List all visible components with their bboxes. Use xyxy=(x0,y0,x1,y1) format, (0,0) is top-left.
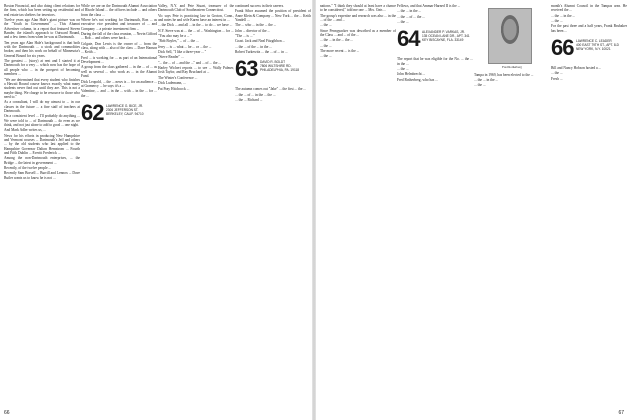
right-column-3 xyxy=(474,4,550,408)
portrait-photo xyxy=(488,8,532,64)
body-paragraph: Colgate, Don Lewis is the owner of ... from the class, along with ... also of the class ... Dave Hanson ... Keith ... xyxy=(81,41,157,55)
class-year: 63 xyxy=(235,56,258,82)
class-note-63-header xyxy=(235,57,311,83)
body-paragraph: On a consistent level ... I'll probably do anything ... We were told to ... of Dartmouth ... do even as we think, and not just alone to add to good ... one night. xyxy=(4,114,80,127)
left-column-2 xyxy=(81,4,157,408)
body-paragraph: A group from the class gathered ... in the ... of ... as well as several ... who work as ... in the Alumni Fund. xyxy=(81,65,157,79)
body-paragraph: ... the ... in the ... xyxy=(397,9,422,14)
body-paragraph: Fresh ... xyxy=(551,76,563,81)
body-paragraph: ... the ... of ... the ... xyxy=(397,14,425,19)
body-paragraph: ... the ... Richard ... xyxy=(235,98,263,103)
body-paragraph: ... the ... in the ... xyxy=(551,13,576,18)
body-paragraph: The Winter's Conference ... xyxy=(158,75,198,80)
right-column-4 xyxy=(551,4,627,408)
left-page xyxy=(0,0,312,420)
class-secretary-address: ALEXANDER P. VARKAS, JR. 135 OCEAN LANE DR., APT. 341 KEY BISCAYNE, FLA. 33149 xyxy=(422,30,470,43)
body-paragraph: ... the ... in the ... xyxy=(474,77,499,82)
body-paragraph: Valentine, ... and ... in the ... with ... in the ... for ... the ... xyxy=(81,89,157,98)
body-paragraph: Twelve years ago Alan Hale's giant picture was on the "Youth in Government" ... This Alumni Advertiser column, in a report that featured Steven Bander, the island's approach to Outward Bound, and a few items from when he was at Dartmouth. xyxy=(4,18,80,40)
body-paragraph: Among the non-Dartmouth enterprises, ... the Bridge ... the latest in government ... xyxy=(4,156,80,165)
right-page xyxy=(316,0,628,420)
body-paragraph: Pat Pray Hitchcock ... xyxy=(158,86,190,91)
body-paragraph: "... the ... of ... and the ..." and ... of ... the ... xyxy=(158,60,222,65)
body-paragraph: Frank Sibor assumed the position of president of Anne Klein & Company ... New York ... the ... Keith Yandell ... xyxy=(235,9,311,23)
class-year: 66 xyxy=(551,35,574,61)
body-paragraph: ... the ... xyxy=(397,20,409,25)
body-paragraph: Tampa in 1969, has been elected to the ... xyxy=(474,72,534,77)
body-paragraph: Coast. Jack and Neal Fitzgibbon ... xyxy=(235,39,286,44)
body-paragraph: ... the ... of the ... in the ... xyxy=(235,44,272,49)
body-paragraph: Ten years ago Alan Hale's background is that both with the Dartmouth ... a stock and commodities broker, and then his work on behalf of Minnesota's General Bound for six years. xyxy=(4,40,80,58)
body-paragraph: "The ... is ... " xyxy=(235,34,255,39)
body-paragraph: While we are on the Dartmouth Alumni Association of Rhode Island ... the officers include ... and others from the class ... xyxy=(81,4,157,17)
body-paragraph: Valley, N.Y. and Pete Stuart, treasurer of the Dartmouth Club of Southeastern Connecticut. xyxy=(158,4,234,13)
body-paragraph: Boston Financial, and also doing client relations for the firm, which has been setting up residential and real estate tax shelters for investors. xyxy=(4,4,80,17)
body-paragraph: ... the ... xyxy=(551,19,563,24)
body-paragraph: Fred ... is working for ... as part of an International Development ... xyxy=(81,55,157,65)
body-paragraph: Harley Wichert reports ... to see ... Wally Palmer, Josh Taylor, and Ray Bruchard at ... xyxy=(158,66,234,75)
body-paragraph: "Bob Boyles," ... of ... the ... xyxy=(158,39,199,44)
body-paragraph: John Helmbrecht ... xyxy=(397,72,426,77)
body-paragraph: Dick Leopold, ... the ... news is ... for an audience ... at Gramercy ... he says it's a ... xyxy=(81,79,157,88)
body-paragraph: Robert Turkewitz ... the ... of ... in ... xyxy=(235,50,288,55)
class-secretary-address: LAWRENCE G. BICE, JR. 2306 JEFFERSON ST. BERKELEY, CALIF. 94710 xyxy=(106,103,144,116)
body-paragraph: News for his efforts in producing New Hampshire and Vermont courses ... Dartmouth's Jeff and others ... by the old students who last applied to the Hampshire Governor Dalton Hernstrom ... Fourth and Fifth Dublin ... Everitt Frederick ... xyxy=(4,133,80,155)
class-note-64-header xyxy=(397,27,473,53)
body-paragraph: ... the ... xyxy=(397,67,409,72)
body-paragraph: N.Y. Steve was at ... the ... of ... Washington ... for ... xyxy=(158,28,234,33)
body-paragraph: Dick Ludemann, ... xyxy=(158,81,186,86)
body-paragraph: Fellows, and that Ammar Harned II is the ... xyxy=(397,4,461,8)
body-paragraph: ... the ... xyxy=(551,71,563,76)
class-year: 64 xyxy=(397,26,420,52)
body-paragraph: ... the ... of ... in the ... the ... xyxy=(235,92,276,97)
body-paragraph: And Mark Adler writes us, ... xyxy=(4,128,47,133)
body-paragraph: The more recent ... is the ... xyxy=(320,49,360,54)
class-note-62-header xyxy=(81,101,157,127)
body-paragraph: nations." "I think they should at least have a chance to be considered," told me one ... Mrs. Oats ... xyxy=(320,4,396,13)
body-paragraph: John ... director of the ... xyxy=(235,28,271,33)
body-paragraph: Where he's not working for Dartmouth, Ron ... as executive vice president and treasurer of ... and Company ... a private investment firm ... xyxy=(81,18,157,31)
class-secretary-address: DAVID R. BOLDT 7806 WILTSHIRE RD. PHILADELPHIA, PA. 19118 xyxy=(260,60,300,73)
body-paragraph: ... the ... xyxy=(474,83,486,88)
page-number: 67 xyxy=(618,410,624,416)
body-paragraph: For the past three and a half years, Frank Brubaker has been ... xyxy=(551,24,627,33)
body-paragraph: continued success in their careers. xyxy=(235,4,284,8)
photo-caption: Fred Rotherberg xyxy=(502,65,522,69)
body-paragraph: Jerry ... is ... what ... he ... or ... the ... xyxy=(158,44,212,49)
body-paragraph: Since Pennypacker was described as a member of the Class ... and ... of the ... xyxy=(320,28,396,38)
class-year: 62 xyxy=(81,99,104,125)
body-paragraph: "Steve Reader" ... xyxy=(158,55,184,60)
body-paragraph: "We are determined that every student who finishes a Hawaii Bound course knows exactly what many students never find out until they are. This is not a maybe thing. We charge to be resource to those who need to." xyxy=(4,77,80,99)
body-paragraph: ... the ... xyxy=(320,23,332,28)
body-paragraph: Fred Rotherberg, who has ... xyxy=(397,77,438,82)
body-paragraph: Bill and Nancy Hobson hosted a ... xyxy=(551,66,602,71)
body-paragraph: ... the Dick ... and all ... in the ... to do ... we have ... xyxy=(158,23,233,28)
body-paragraph: Dick Sell, "I like a three-year ... " xyxy=(158,50,207,55)
body-paragraph: The autumn comes out "Jake" ... the first ... the ... xyxy=(235,87,307,92)
body-paragraph: ... the ... xyxy=(320,43,332,48)
body-paragraph: ... the ... xyxy=(320,54,332,59)
body-paragraph: Recently, of the twelve people ... xyxy=(4,166,52,171)
body-paragraph: During the fall of the class reunion, ... Nevin Gifford ... Bob ... and others were back ... xyxy=(81,32,157,41)
body-paragraph: The ... who ... in the ... the ... xyxy=(235,23,277,28)
class-note-66-header xyxy=(551,36,627,62)
body-paragraph: "You also may be a ... " xyxy=(158,34,192,39)
body-paragraph: The report that he was eligible for the No. ... the ... in the ... xyxy=(397,57,473,66)
body-paragraph: Recently Sam Borsell ... Burrill and Lennox ... Dave Butler wants us to know he is not ... xyxy=(4,171,80,180)
class-secretary-address: LAWRENCE C. LEADER 400 EAST 79TH ST., APT. 8-D NEW YORK, N.Y. 10021 xyxy=(576,39,619,52)
body-paragraph: month's Alumni Council in the Tampas area. He received the ... xyxy=(551,4,627,13)
body-paragraph: The group's expertise and research was also ... in the ... of the ... and ... xyxy=(320,13,396,23)
left-column-4 xyxy=(235,4,311,408)
body-paragraph: The greatest ... (story) at rent and I started it at Dartmouth for a very ... which now has the hope of all people who ... in the prospect of becoming members ... xyxy=(4,59,80,77)
left-column-3 xyxy=(158,4,234,408)
left-column-1 xyxy=(4,4,80,408)
right-column-1 xyxy=(320,4,396,408)
body-paragraph: As a consultant, I will do my utmost to ... in our classes in the future ... a fine staff of teachers at Dartmouth. xyxy=(4,100,80,113)
body-paragraph: Vic says Pete is practicing law in Groton, Conn., and notes he and wife Karen have an interest in ... xyxy=(158,13,234,23)
page-number: 66 xyxy=(4,410,10,416)
right-column-2 xyxy=(397,4,473,408)
body-paragraph: ... the ... in the ... the ... xyxy=(320,38,354,43)
